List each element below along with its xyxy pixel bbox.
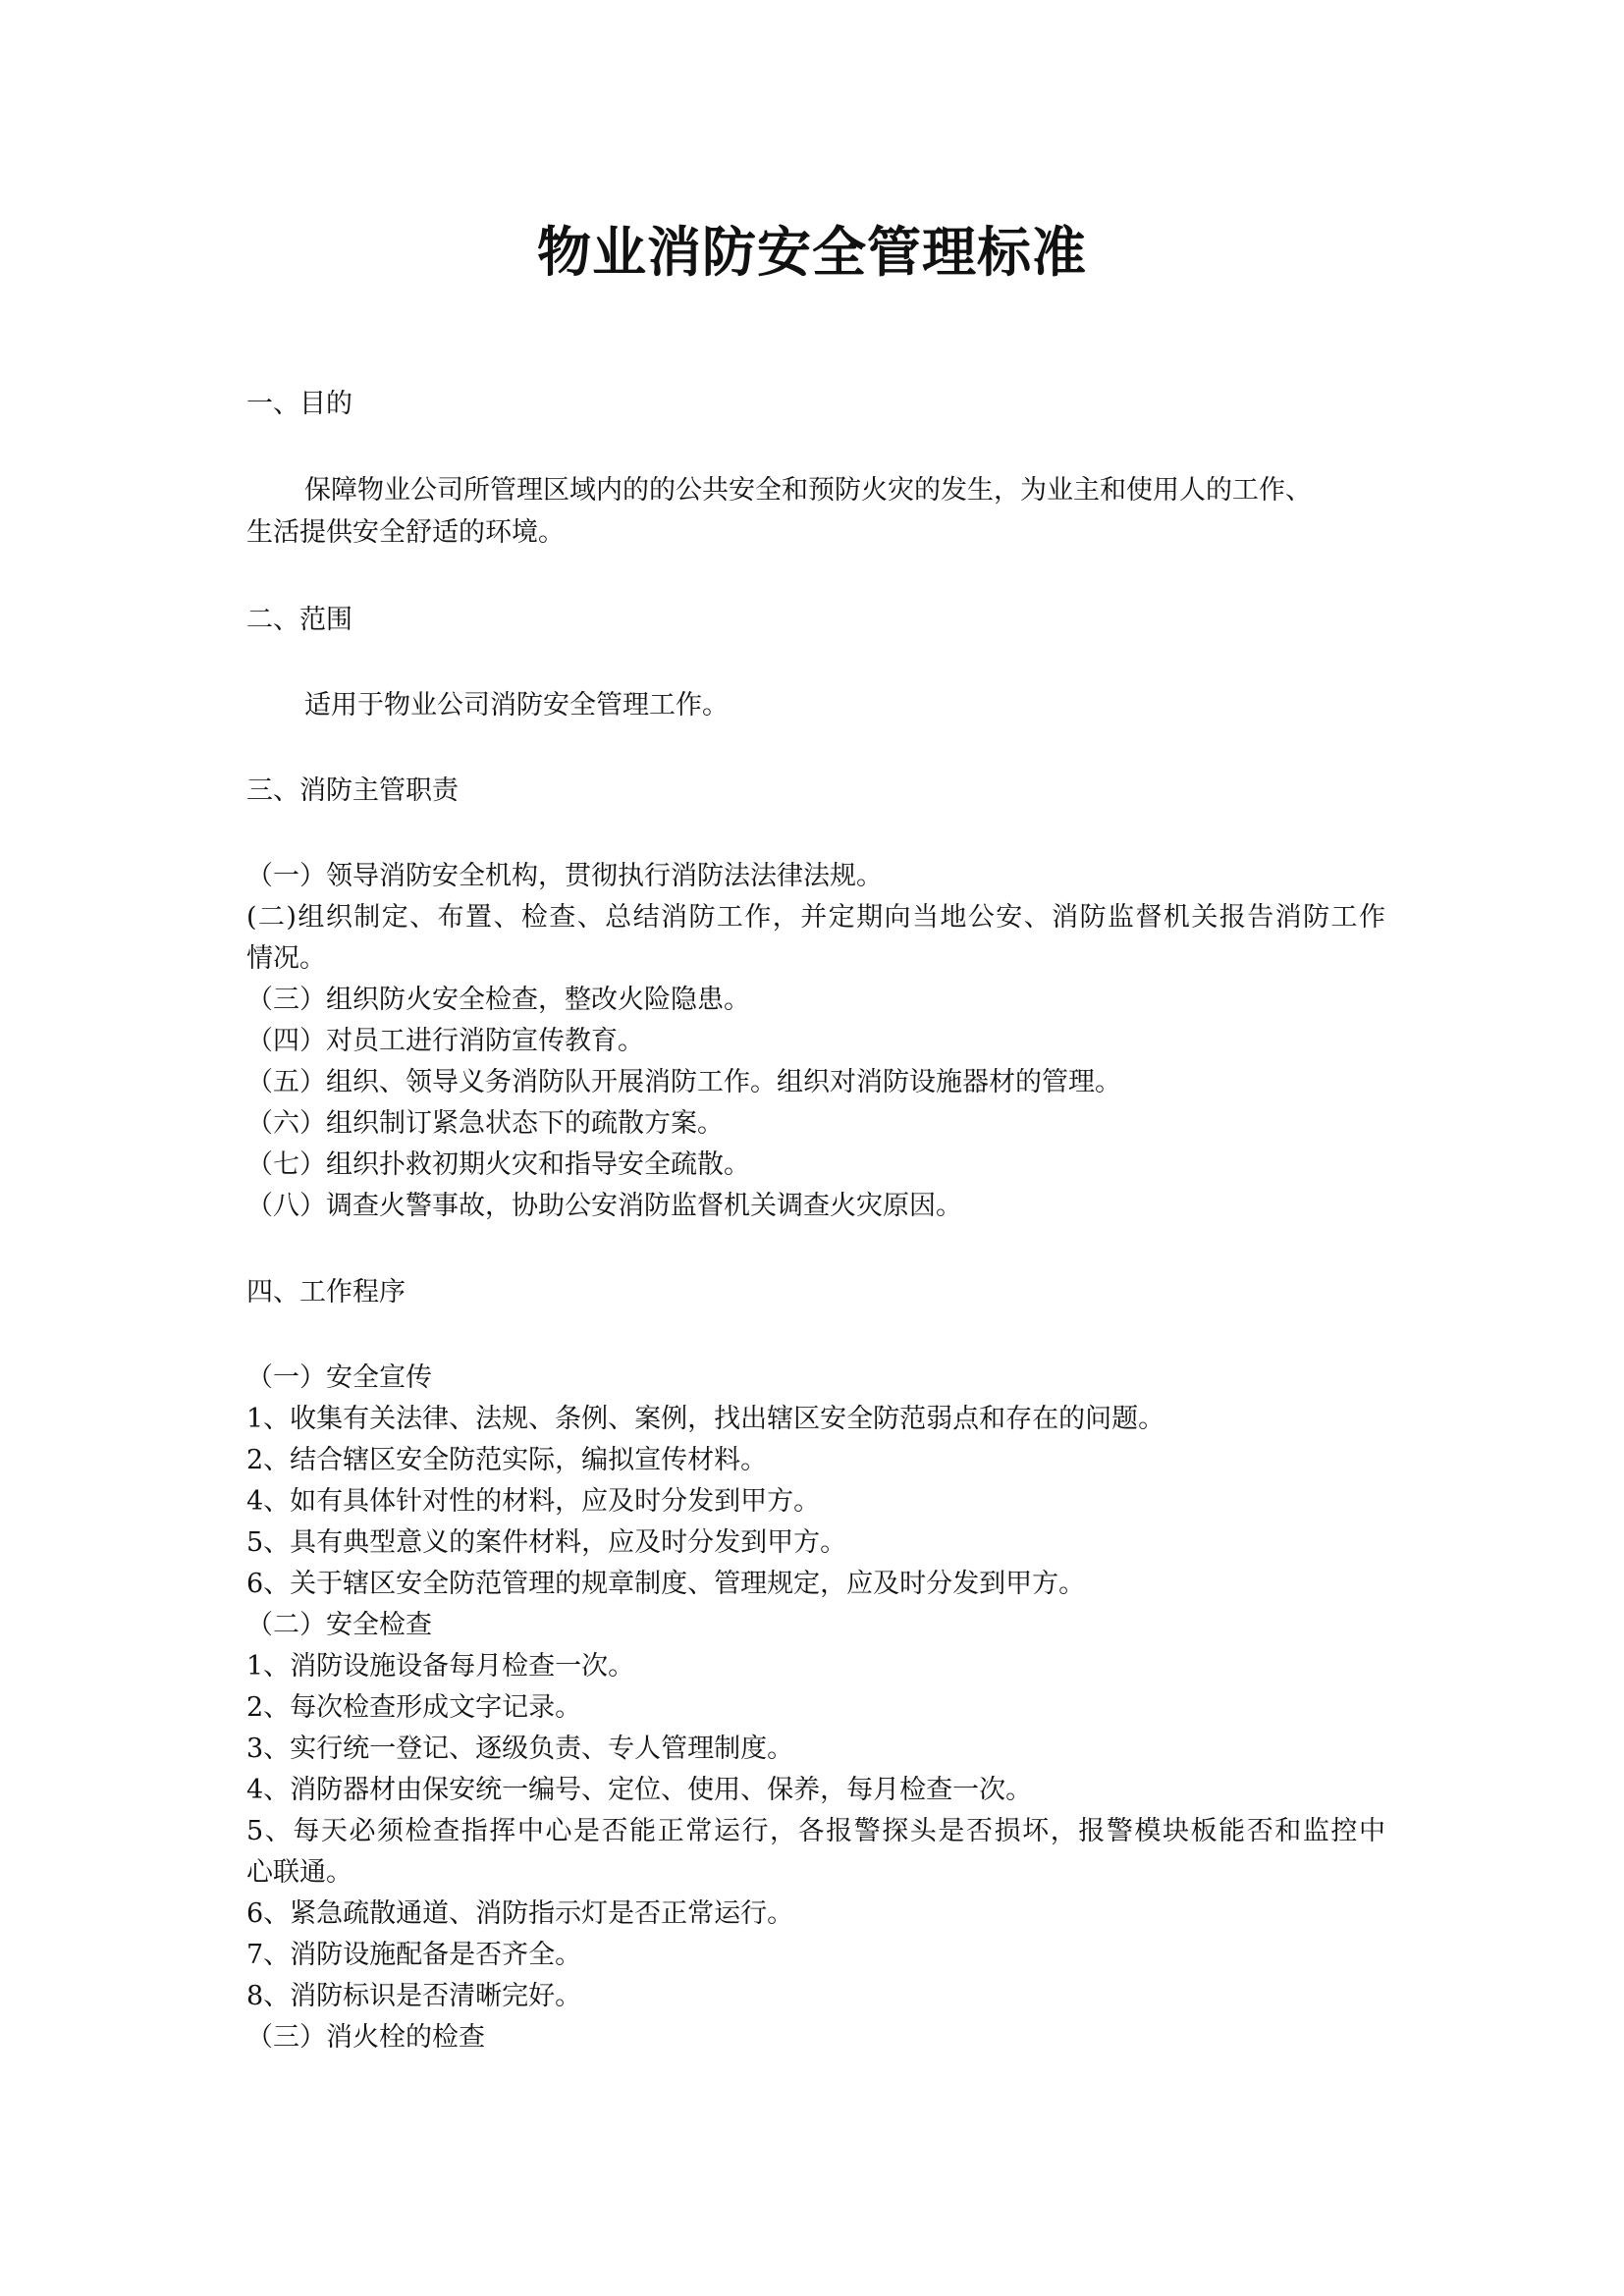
duty-item: （七）组织扑救初期火灾和指导安全疏散。: [246, 1149, 750, 1180]
purpose-paragraph-line-1: 保障物业公司所管理区域内的的公共安全和预防火灾的发生，为业主和使用人的工作、: [304, 475, 1312, 506]
procedure-item: 4、如有具体针对性的材料，应及时分发到甲方。: [246, 1486, 821, 1517]
scope-paragraph: 适用于物业公司消防安全管理工作。: [304, 690, 729, 721]
subsection-heading-inspection: （二）安全检查: [246, 1610, 432, 1640]
procedure-item: 5、具有典型意义的案件材料，应及时分发到甲方。: [246, 1527, 847, 1558]
duty-item: （五）组织、领导义务消防队开展消防工作。组织对消防设施器材的管理。: [246, 1067, 1121, 1097]
document-title: 物业消防安全管理标准: [536, 221, 1087, 284]
duty-item: (二)组织制定、布置、检查、总结消防工作，并定期向当地公安、消防监督机关报告消防工作: [246, 902, 1385, 933]
procedure-item: 2、每次检查形成文字记录。: [246, 1692, 582, 1723]
duty-item: （一）领导消防安全机构，贯彻执行消防法法律法规。: [246, 861, 883, 891]
procedure-item: 3、实行统一登记、逐级负责、专人管理制度。: [246, 1734, 794, 1764]
subsection-heading-hydrant-check: （三）消火栓的检查: [246, 2022, 485, 2053]
section-heading-duties: 三、消防主管职责: [246, 775, 459, 806]
procedure-item: 6、紧急疏散通道、消防指示灯是否正常运行。: [246, 1898, 794, 1929]
purpose-paragraph-line-2: 生活提供安全舒适的环境。: [246, 517, 565, 548]
duty-item: （三）组织防火安全检查，整改火险隐患。: [246, 985, 750, 1015]
procedure-item: 7、消防设施配备是否齐全。: [246, 1940, 582, 1970]
section-heading-scope: 二、范围: [246, 605, 352, 635]
procedure-item: 2、结合辖区安全防范实际，编拟宣传材料。: [246, 1445, 768, 1475]
duty-item: （八）调查火警事故，协助公安消防监督机关调查火灾原因。: [246, 1191, 962, 1221]
procedure-item: 5、每天必须检查指挥中心是否能正常运行，各报警探头是否损坏，报警模块板能否和监控中: [246, 1816, 1385, 1846]
procedure-item: 1、收集有关法律、法规、条例、案例，找出辖区安全防范弱点和存在的问题。: [246, 1404, 1165, 1434]
section-heading-procedure: 四、工作程序: [246, 1277, 406, 1308]
duty-item: （四）对员工进行消防宣传教育。: [246, 1026, 644, 1056]
procedure-item: 8、消防标识是否清晰完好。: [246, 1981, 582, 2011]
procedure-item-continuation: 心联通。: [246, 1857, 352, 1888]
procedure-item: 1、消防设施设备每月检查一次。: [246, 1651, 635, 1682]
duty-item: （六）组织制订紧急状态下的疏散方案。: [246, 1108, 724, 1139]
subsection-heading-publicity: （一）安全宣传: [246, 1362, 432, 1393]
procedure-item: 6、关于辖区安全防范管理的规章制度、管理规定，应及时分发到甲方。: [246, 1569, 1086, 1599]
section-heading-purpose: 一、目的: [246, 389, 352, 419]
duty-item-continuation: 情况。: [246, 943, 326, 974]
procedure-item: 4、消防器材由保安统一编号、定位、使用、保养，每月检查一次。: [246, 1775, 1033, 1805]
